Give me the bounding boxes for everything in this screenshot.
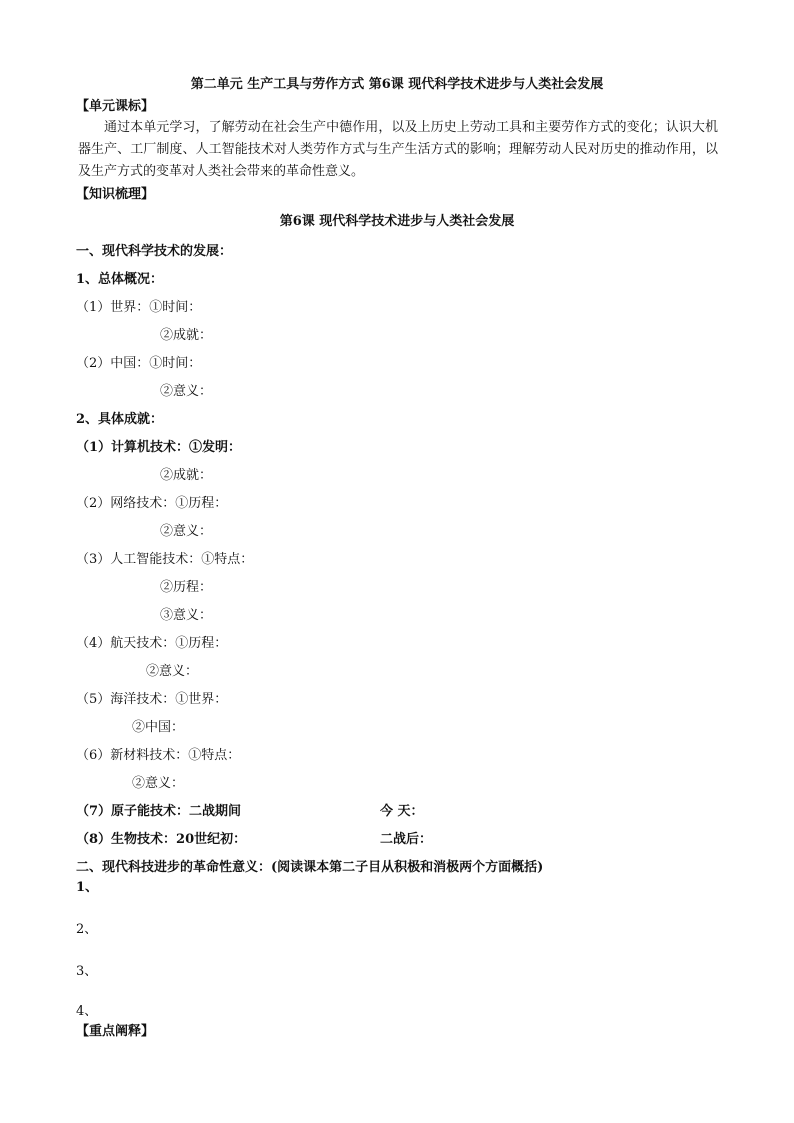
header-title: 第二单元 生产工具与劳作方式 第6课 现代科学技术进步与人类社会发展 <box>190 77 604 92</box>
unit-standard-text: 通过本单元学习，了解劳动在社会生产中德作用，以及上历史上劳动工具和主要劳作方式的变化；认识大机器生产、工厂制度、人工智能技术对人类劳作方式与生产生活方式的影响；理解劳动人民对历史的推动作用，以及生产方式的变革对人类社会带来的革命性意义。 <box>78 120 718 179</box>
aerospace-tech: （4）航天技术：①历程： <box>76 636 228 651</box>
unit-standard-tag: 【单元课标】 <box>76 99 155 114</box>
aerospace-tech-2: ②意义： <box>146 664 199 679</box>
network-tech: （2）网络技术：①历程： <box>76 496 228 511</box>
subsection-achievements: 2、具体成就： <box>76 412 164 427</box>
item-4: 4、 <box>76 1004 98 1019</box>
lesson-title: 第6课 现代科学技术进步与人类社会发展 <box>279 214 515 229</box>
atomic-tech-today: 今 天： <box>380 804 424 819</box>
material-tech-2: ②意义： <box>132 776 185 791</box>
section-1-heading: 一、现代科学技术的发展： <box>76 244 233 259</box>
item-3: 3、 <box>76 964 98 979</box>
world-achievement: ②成就： <box>160 328 213 343</box>
computer-tech <box>76 439 241 457</box>
bio-tech-postwar: 二战后： <box>380 832 433 847</box>
item-1: 1、 <box>76 880 99 895</box>
computer-tech-label: （1）计算机技术：①发明： <box>76 440 242 455</box>
ocean-tech: （5）海洋技术：①世界： <box>76 692 228 707</box>
knowledge-tag: 【知识梳理】 <box>76 187 155 202</box>
world-time: （1）世界：①时间： <box>76 300 202 315</box>
network-tech-2: ②意义： <box>160 524 213 539</box>
ai-tech-3: ③意义： <box>160 608 213 623</box>
subsection-overview: 1、总体概况： <box>76 272 164 287</box>
ai-tech: （3）人工智能技术：①特点： <box>76 552 254 567</box>
atomic-tech: （7）原子能技术：二战期间 <box>76 804 242 819</box>
china-time: （2）中国：①时间： <box>76 356 202 371</box>
key-points-tag: 【重点阐释】 <box>76 1024 155 1039</box>
section-2-heading: 二、现代科技进步的革命性意义：(阅读课本第二子目从积极和消极两个方面概括) <box>76 860 544 875</box>
ai-tech-2: ②历程： <box>160 580 213 595</box>
ocean-tech-2: ②中国： <box>132 720 185 735</box>
item-2: 2、 <box>76 922 98 937</box>
computer-tech-2: ②成就： <box>160 468 213 483</box>
material-tech: （6）新材料技术：①特点： <box>76 748 241 763</box>
china-significance: ②意义： <box>160 384 213 399</box>
bio-tech: （8）生物技术：20世纪初： <box>76 832 247 847</box>
